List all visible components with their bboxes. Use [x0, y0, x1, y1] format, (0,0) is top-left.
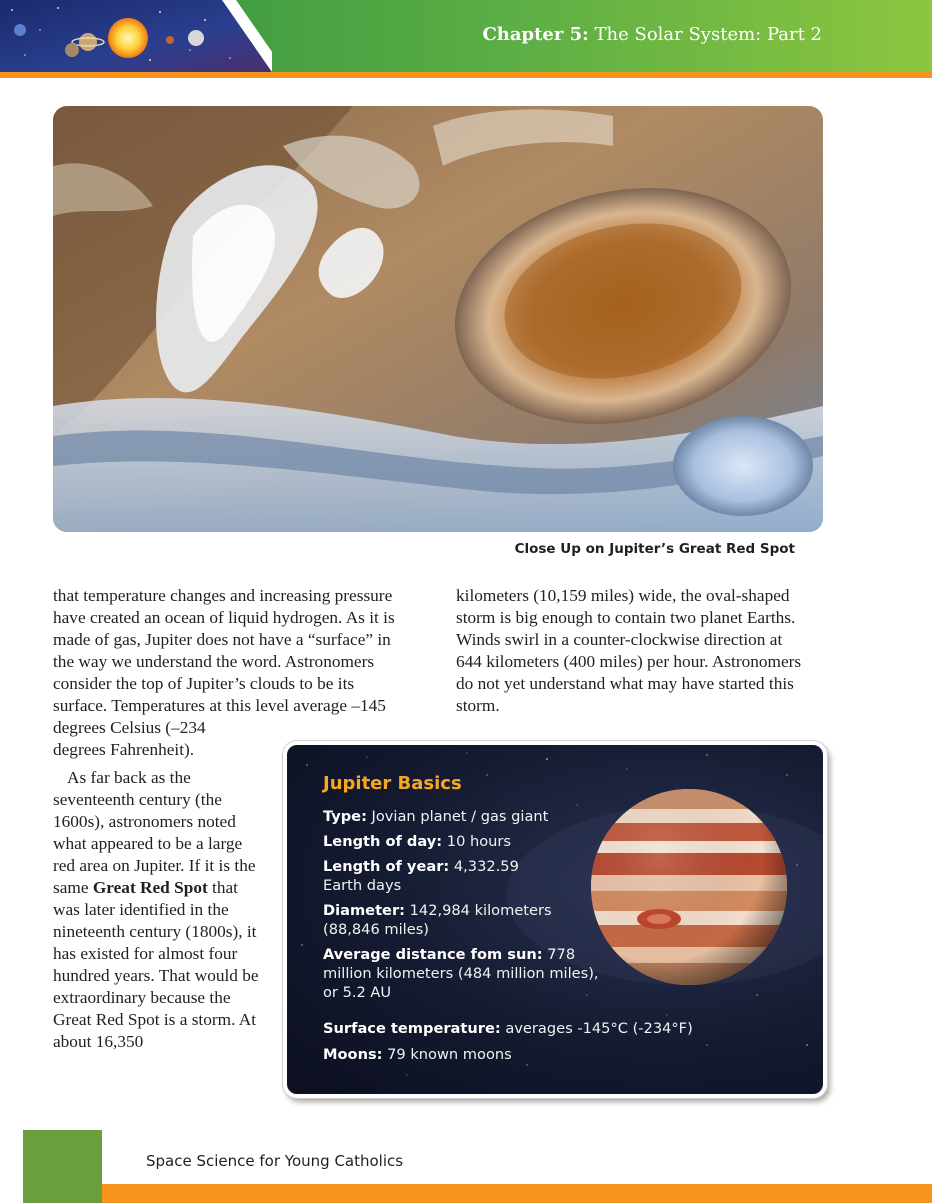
- fact-diameter: [323, 901, 583, 939]
- chapter-title: [482, 24, 822, 45]
- text-line: 644 kilometers (400 miles) per hour. Astronomers: [456, 652, 802, 671]
- right-column-paragraph: [456, 585, 816, 717]
- info-box-title: Jupiter Basics: [323, 773, 462, 794]
- fact-key: Diameter:: [323, 902, 405, 919]
- jupiter-planet-image: [589, 787, 789, 987]
- text-line: degrees Fahrenheit).: [53, 740, 195, 759]
- para2-text-before: As far back as the seventeenth century (the 1600s), astronomers noted what appeared to be a large red area on Jupiter. If it is the same: [53, 768, 256, 897]
- text-line: Winds swirl in a counter-clockwise direction at: [456, 630, 783, 649]
- fact-value: Jovian planet / gas giant: [366, 808, 549, 825]
- fact-length-of-year: [323, 857, 538, 895]
- great-red-spot-term: Great Red Spot: [92, 878, 208, 897]
- text-line: the way we understand the word. Astronomers: [53, 652, 375, 671]
- fact-value: 10 hours: [442, 833, 512, 850]
- figure-caption: Close Up on Jupiter’s Great Red Spot: [514, 541, 795, 557]
- text-line: kilometers (10,159 miles) wide, the oval-shaped: [456, 586, 790, 605]
- fact-value: 79 known moons: [382, 1046, 512, 1063]
- fact-key: Average distance fom sun:: [323, 946, 543, 963]
- footer-book-title: Space Science for Young Catholics: [146, 1152, 404, 1170]
- fact-surface-temperature: [323, 1019, 793, 1038]
- fact-average-distance: [323, 945, 608, 1002]
- fact-key: Length of year:: [323, 858, 450, 875]
- fact-type: [323, 807, 598, 826]
- fact-value: 778 million kilometers (484 million miles), or 5.2 AU: [323, 946, 599, 1001]
- chapter-label: Chapter 5:: [482, 24, 589, 45]
- chapter-header: [0, 0, 932, 72]
- text-line: that temperature changes and increasing pressure: [53, 586, 393, 605]
- left-column-paragraph-2: [53, 767, 263, 1053]
- fact-key: Moons:: [323, 1046, 383, 1063]
- text-line: consider the top of Jupiter’s clouds to be its: [53, 674, 355, 693]
- fact-value: averages -145°C (-234°F): [500, 1020, 693, 1037]
- solar-system-banner-image: [0, 0, 272, 72]
- text-line: made of gas, Jupiter does not have a “surface” in: [53, 630, 391, 649]
- fact-key: Type:: [323, 808, 367, 825]
- text-line: storm is big enough to contain two planet Earths.: [456, 608, 796, 627]
- text-line: degrees Celsius (–234: [53, 718, 206, 737]
- fact-value: 4,332.59 Earth days: [323, 858, 519, 894]
- para2-text-after: that was later identified in the nineteenth century (1800s), it has existed for almost four hundred years. That would be extraordinary because the Great Red Spot is a storm. At about 16,350: [53, 878, 259, 1051]
- jupiter-facts-list: [323, 807, 598, 1008]
- footer-page-tab: [23, 1130, 102, 1203]
- fact-moons: [323, 1045, 793, 1064]
- fact-key: Length of day:: [323, 833, 443, 850]
- left-column-paragraph-1: [53, 585, 423, 761]
- fact-length-of-day: [323, 832, 598, 851]
- header-orange-stripe: [0, 72, 932, 78]
- text-line: have created an ocean of liquid hydrogen. As it is: [53, 608, 395, 627]
- chapter-name: The Solar System: Part 2: [588, 24, 822, 45]
- great-red-spot-paragraph: [53, 767, 263, 1053]
- text-line: storm.: [456, 696, 500, 715]
- fact-value: 142,984 kilometers (88,846 miles): [323, 902, 552, 938]
- jupiter-basics-box: [283, 741, 827, 1098]
- footer-orange-bar: [102, 1184, 932, 1203]
- text-line: do not yet understand what may have started this: [456, 674, 794, 693]
- text-line: surface. Temperatures at this level average –145: [53, 696, 386, 715]
- fact-key: Surface temperature:: [323, 1020, 501, 1037]
- great-red-spot-photo: [53, 106, 823, 532]
- jupiter-facts-wide: [323, 1019, 793, 1071]
